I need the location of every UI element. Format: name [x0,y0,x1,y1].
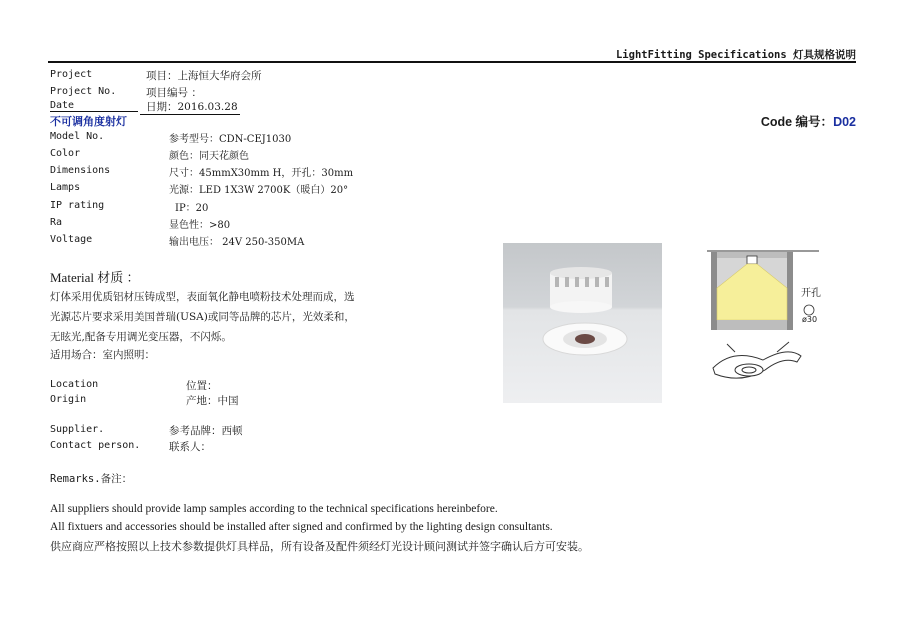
date-value: 日期：2016.03.28 [140,99,240,115]
material-line: 无眩光,配备专用调光变压器，不闪烁。 [50,331,232,343]
cutout-size: ø30 [802,315,818,324]
spec-value-ip: IP：20 [175,203,209,214]
project-no-label: Project No. [50,86,117,97]
material-line: 光源芯片要求采用美国普瑞(USA)或同等品牌的芯片，光效柔和， [50,311,355,323]
supplier-value: 参考品牌：西顿 [169,425,243,437]
contact-value: 联系人： [169,441,211,453]
spec-label-color: Color [50,148,81,159]
spec-label-lamps: Lamps [50,182,81,193]
spec-label-model: Model No. [50,131,105,142]
spec-value-lamps: 光源：LED 1X3W 2700K（暖白）20° [169,185,349,196]
material-line: 适用场合：室内照明： [50,349,155,361]
spec-label-ra: Ra [50,217,63,228]
spec-value-model: 参考型号：CDN-CEJ1030 [169,134,292,145]
material-heading: Material 材质 ： [50,270,140,285]
spec-value-ra: 显色性：>80 [169,220,231,231]
project-value: 项目：上海恒大华府会所 [146,70,262,82]
product-photo [503,243,662,403]
header-rule [48,61,856,63]
note-line: 供应商应严格按照以上技术参数提供灯具样品，所有设备及配件须经灯光设计顾问测试并签字确认后方可安装。 [50,541,589,553]
code-value: D02 [833,115,856,129]
origin-label: Origin [50,394,87,405]
project-no-value: 项目编号 ： [146,87,202,99]
remarks-label: Remarks.备注： [50,473,133,485]
date-label: Date [50,100,138,112]
location-value: 位置： [186,380,218,392]
fixture-type-title: 不可调角度射灯 [50,115,127,128]
spec-value-color: 颜色：同天花颜色 [169,151,249,162]
supplier-label: Supplier. [50,424,105,435]
downlight-illustration [503,243,662,403]
spec-value-dimensions: 尺寸：45mmX30mm H，开孔：30mm [169,168,354,179]
spec-label-voltage: Voltage [50,234,93,245]
spec-label-ip: IP rating [50,200,105,211]
spec-value-voltage: 输出电压： 24V 250-350MA [169,237,305,248]
cutout-label: 开孔 [801,288,821,299]
spec-label-dimensions: Dimensions [50,165,111,176]
note-line: All suppliers should provide lamp samples according to the technical specifications hereinbefore. [50,503,498,515]
mounting-diagram [693,248,833,388]
origin-value: 产地：中国 [186,395,239,407]
project-label: Project [50,69,93,80]
contact-label: Contact person. [50,440,141,451]
fixture-code [761,112,856,130]
material-line: 灯体采用优质铝材压铸成型，表面氧化静电喷粉技术处理而成，选 [50,291,355,303]
location-label: Location [50,379,99,390]
code-label: Code 编号： [760,115,834,129]
note-line: All fixtuers and accessories should be installed after signed and confirmed by the lighting design consultants. [50,521,553,533]
spec-sheet-title: LightFitting Specifications 灯具规格说明 [615,49,856,61]
